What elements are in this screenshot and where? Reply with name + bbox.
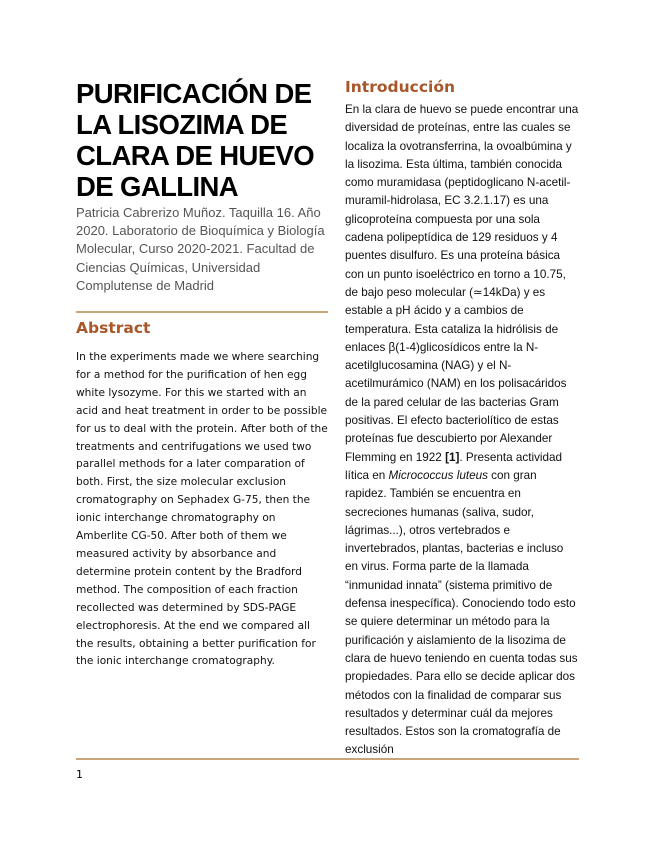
intro-text-part-1: En la clara de huevo se puede encontrar una diversidad de proteínas, entre las cuales se localiza la ovotransferrina, la ovoalbúmina y la lisozima. Esta última, también conocida como muramidasa (peptidoglicano N-acetil-muramil-hidrolasa, EC 3.2.1.17) es una glicoproteína compuesta por una sola cadena polipeptídica de 129 residuos y 4 puentes disulfuro. Es una proteína básica con un punto isoeléctrico en torno a 10.75, de bajo peso molecular (≃14kDa) y es estable a pH ácido y a cambios de temperatura. Esta cataliza la hidrólisis de enlaces β(1-4)glicosídicos entre la N-acetilglucosamina (NAG) y el N-acetilmurámico (NAM) en los polisacáridos de la pared celular de las bacterias Gram positivas. El efecto bacteriolítico de estas proteínas fue descubierto por Alexander Flemming en 1922 bbox=[345, 103, 579, 464]
section-divider bbox=[76, 311, 328, 313]
paper-title: PURIFICACIÓN DE LA LISOZIMA DE CLARA DE HUEVO DE GALLINA bbox=[76, 78, 315, 202]
page-number: 1 bbox=[76, 768, 83, 781]
author-affiliation: Patricia Cabrerizo Muñoz. Taquilla 16. Año 2020. Laboratorio de Bioquímica y Biología Molecular, Curso 2020-2021. Facultad de Ciencias Químicas, Universidad Complutense de Madrid bbox=[76, 205, 325, 293]
abstract-heading: Abstract bbox=[76, 319, 151, 338]
species-name: Micrococcus luteus bbox=[388, 468, 488, 482]
introduction-heading: Introducción bbox=[345, 78, 456, 96]
left-column bbox=[76, 78, 328, 671]
intro-text-part-2: . Presenta actividad lítica en bbox=[345, 450, 563, 482]
intro-text-part-3: con gran rapidez. También se encuentra en secreciones humanas (saliva, sudor, lágrimas...), otros vertebrados e invertebrados, plantas, bacterias e incluso en virus. Forma parte de la llamada “inmunidad innata” (sistema primitivo de defensa inespecífica). Conociendo todo esto se quiere determinar un método para la purificación y aislamiento de la lisozima de clara de huevo teniendo en cuenta todas sus propiedades. Para ello se decide aplicar dos métodos con la finalidad de comparar sus resultados y determinar cuál da mejores resultados. Estos son la cromatografía de exclusión bbox=[345, 468, 578, 757]
citation-ref: [1] bbox=[445, 450, 460, 464]
introduction-body bbox=[345, 101, 579, 760]
abstract-body: In the experiments made we where searching for a method for the purification of hen egg white lysozyme. For this we started with an acid and heat treatment in order to be possible for us to deal with the protein. After both of the treatments and centrifugations we used two parallel methods for a later comparation of both. First, the size molecular exclusion cromatography on Sephadex G-75, then the ionic interchange chromatography on Amberlite CG-50. After both of them we measured activity by absorbance and determine protein content by the Bradford method. The composition of each fraction recollected was determined by SDS-PAGE electrophoresis. At the end we compared all the results, obtaining a better purification for the ionic interchange cromatography. bbox=[76, 351, 328, 668]
right-column bbox=[345, 78, 579, 760]
footer-divider bbox=[76, 758, 579, 760]
